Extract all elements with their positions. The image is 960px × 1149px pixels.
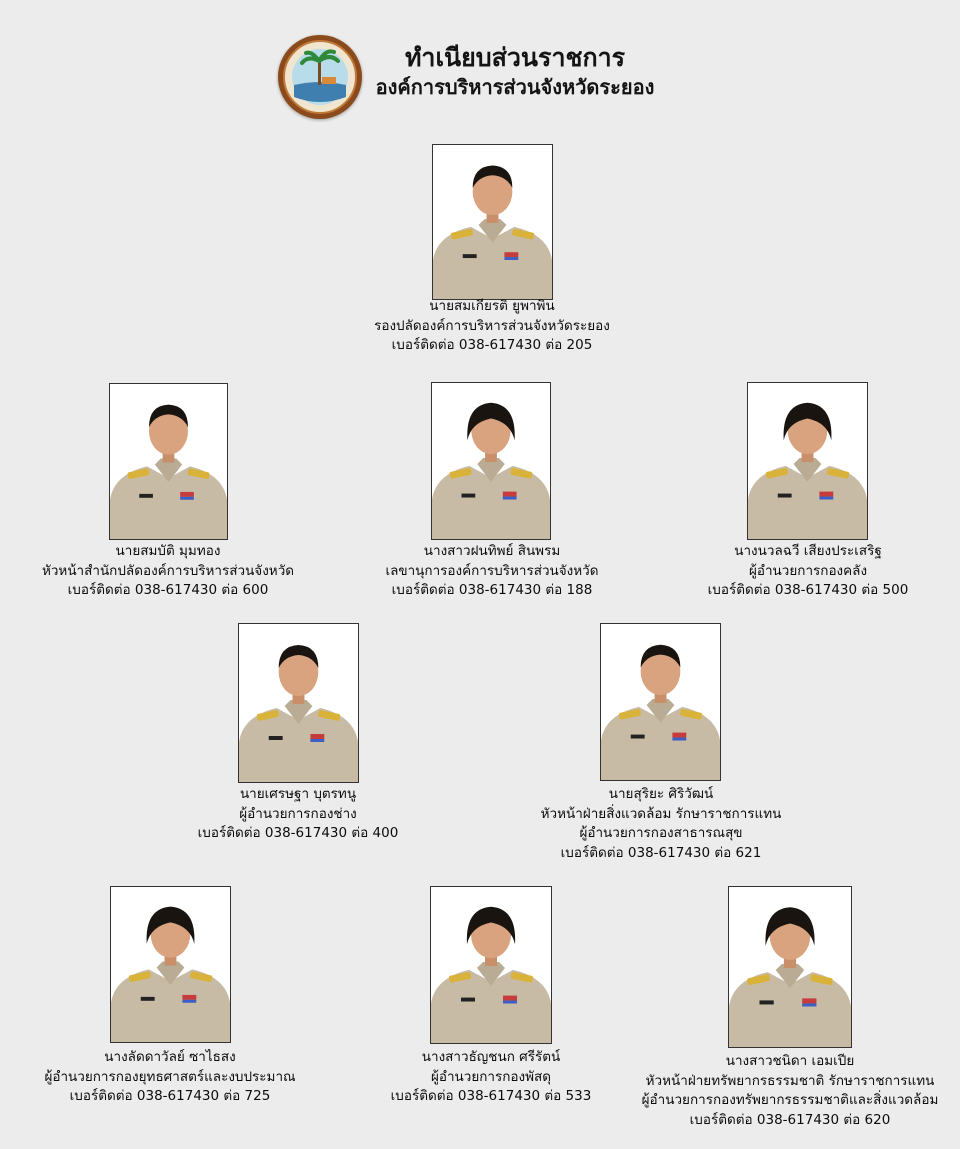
staff-photo [238,623,359,783]
staff-position: หัวหน้าฝ่ายสิ่งแวดล้อม รักษาราชการแทน [540,805,782,822]
staff-position: ผู้อำนวยการกองยุทธศาสตร์และงบประมาณ [44,1068,296,1085]
staff-photo [728,886,852,1048]
staff-position: รองปลัดองค์การบริหารส่วนจังหวัดระยอง [374,317,610,334]
staff-phone: เบอร์ติดต่อ 038-617430 ต่อ 400 [197,825,399,841]
staff-phone: เบอร์ติดต่อ 038-617430 ต่อ 725 [69,1088,271,1104]
staff-photo [431,382,551,540]
staff-name: นางสาวฝนทิพย์ สินพรม [423,543,561,559]
staff-phone: เบอร์ติดต่อ 038-617430 ต่อ 621 [560,844,762,861]
page-title: ทำเนียบส่วนราชการ [404,43,626,72]
staff-phone: เบอร์ติดต่อ 038-617430 ต่อ 620 [689,1111,891,1128]
staff-name: นางนวลฉวี เสียงประเสริฐ [734,543,882,559]
page-subtitle: องค์การบริหารส่วนจังหวัดระยอง [375,75,655,99]
staff-caption [292,297,692,356]
staff-caption [461,785,861,863]
staff-position: หัวหน้าฝ่ายทรัพยากรธรรมชาติ รักษาราชการแทน [645,1072,935,1089]
organization-logo [278,35,362,119]
staff-caption [608,542,960,601]
staff-phone: เบอร์ติดต่อ 038-617430 ต่อ 205 [391,337,593,353]
staff-photo [432,144,553,300]
staff-phone: เบอร์ติดต่อ 038-617430 ต่อ 188 [391,582,593,598]
staff-position: ผู้อำนวยการกองพัสดุ [430,1068,552,1085]
staff-photo [430,886,552,1044]
staff-phone: เบอร์ติดต่อ 038-617430 ต่อ 600 [67,582,269,598]
staff-photo [110,886,231,1043]
staff-phone: เบอร์ติดต่อ 038-617430 ต่อ 533 [390,1088,592,1104]
staff-position: หัวหน้าสำนักปลัดองค์การบริหารส่วนจังหวัด [41,562,295,579]
palm-tree-seal-icon [278,35,362,119]
staff-phone: เบอร์ติดต่อ 038-617430 ต่อ 500 [707,582,909,598]
staff-photo [747,382,868,540]
staff-name: นางสาวชนิดา เอมเปีย [725,1053,855,1069]
staff-name: นายสมบัติ มุมทอง [115,543,221,559]
staff-photo [109,383,228,540]
staff-name: นางสาวธัญชนก ศรีรัตน์ [421,1049,561,1065]
staff-position: ผู้อำนวยการกองสาธารณสุข [579,825,743,841]
staff-caption [98,785,498,844]
staff-position: เลขานุการองค์การบริหารส่วนจังหวัด [385,562,599,579]
page-header [360,42,670,100]
staff-name: นางลัดดาวัลย์ ซาไธสง [104,1049,236,1065]
staff-name: นายสมเกียรติ ยูพาพิน [429,298,555,314]
staff-position: ผู้อำนวยการกองทรัพยากรธรรมชาติและสิ่งแวดล้อม [641,1092,939,1108]
staff-photo [600,623,721,781]
staff-name: นายสุริยะ ศิริวัฒน์ [608,786,714,802]
staff-position: ผู้อำนวยการกองคลัง [748,562,868,579]
staff-caption [590,1052,960,1130]
staff-name: นายเศรษฐา บุตรทนู [239,786,357,802]
staff-position: ผู้อำนวยการกองช่าง [239,805,357,822]
